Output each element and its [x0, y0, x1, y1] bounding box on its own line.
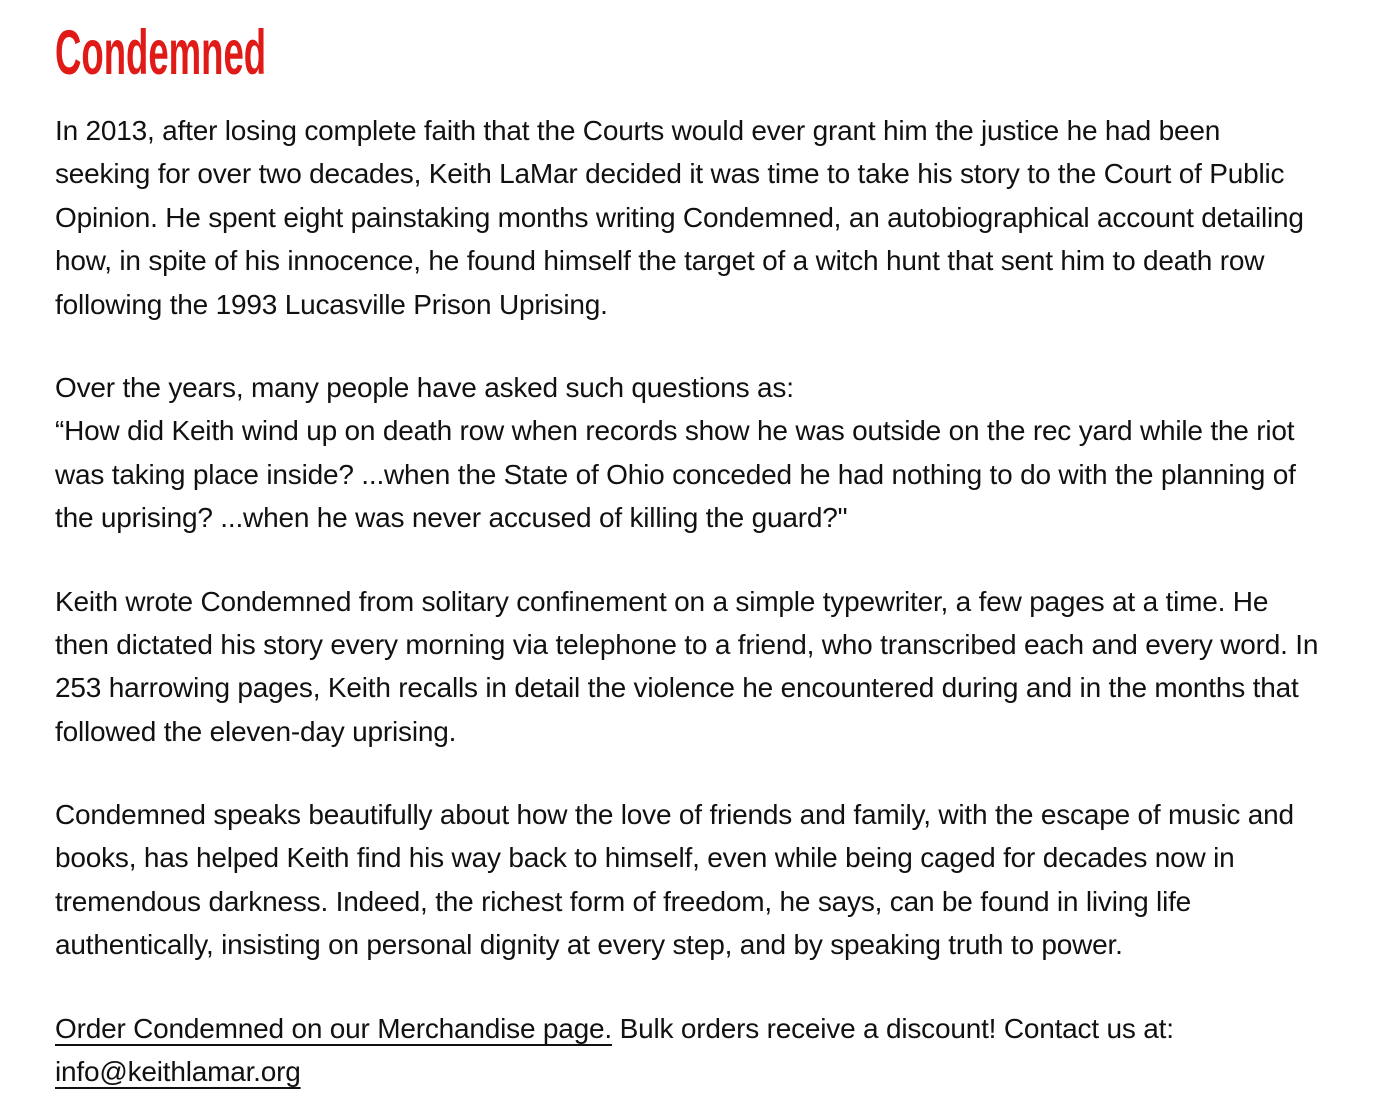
paragraph-questions	[55, 366, 1322, 540]
merchandise-page-link[interactable]: Order Condemned on our Merchandise page.	[55, 1012, 613, 1044]
paragraph-intro-2013: In 2013, after losing complete faith that the Courts would ever grant him the justice he had been seeking for over two decades, Keith LaMar decided it was time to take his story to the Court of Public Opinion. He spent eight painstaking months writing Condemned, an autobiographical account detailing how, in spite of his innocence, he found himself the target of a witch hunt that sent him to death row following the 1993 Lucasville Prison Uprising.	[55, 115, 1304, 320]
page-title	[55, 18, 1322, 88]
email-link[interactable]: info@keithlamar.org	[55, 1056, 301, 1088]
questions-intro-line: Over the years, many people have asked such questions as:	[55, 371, 794, 403]
page-title-text: Condemned	[55, 18, 267, 88]
questions-quote: “How did Keith wind up on death row when records show he was outside on the rec yard while the riot was taking place inside? ...when the State of Ohio conceded he had nothing to do with the planning of the uprising? ...when he was never accused of killing the guard?"	[55, 415, 1296, 534]
paragraph-writing-process: Keith wrote Condemned from solitary confinement on a simple typewriter, a few pages at a time. He then dictated his story every morning via telephone to a friend, who transcribed each and every word. In 253 harrowing pages, Keith recalls in detail the violence he encountered during and in the months that followed the eleven-day uprising.	[55, 585, 1319, 747]
paragraph-order-info	[55, 1007, 1322, 1094]
bulk-orders-text: Bulk orders receive a discount! Contact us at:	[612, 1012, 1174, 1044]
paragraph-book-themes: Condemned speaks beautifully about how the love of friends and family, with the escape of music and books, has helped Keith find his way back to himself, even while being caged for decades now in tremendous darkness. Indeed, the richest form of freedom, he says, can be found in living life authentically, insisting on personal dignity at every step, and by speaking truth to power.	[55, 799, 1294, 961]
